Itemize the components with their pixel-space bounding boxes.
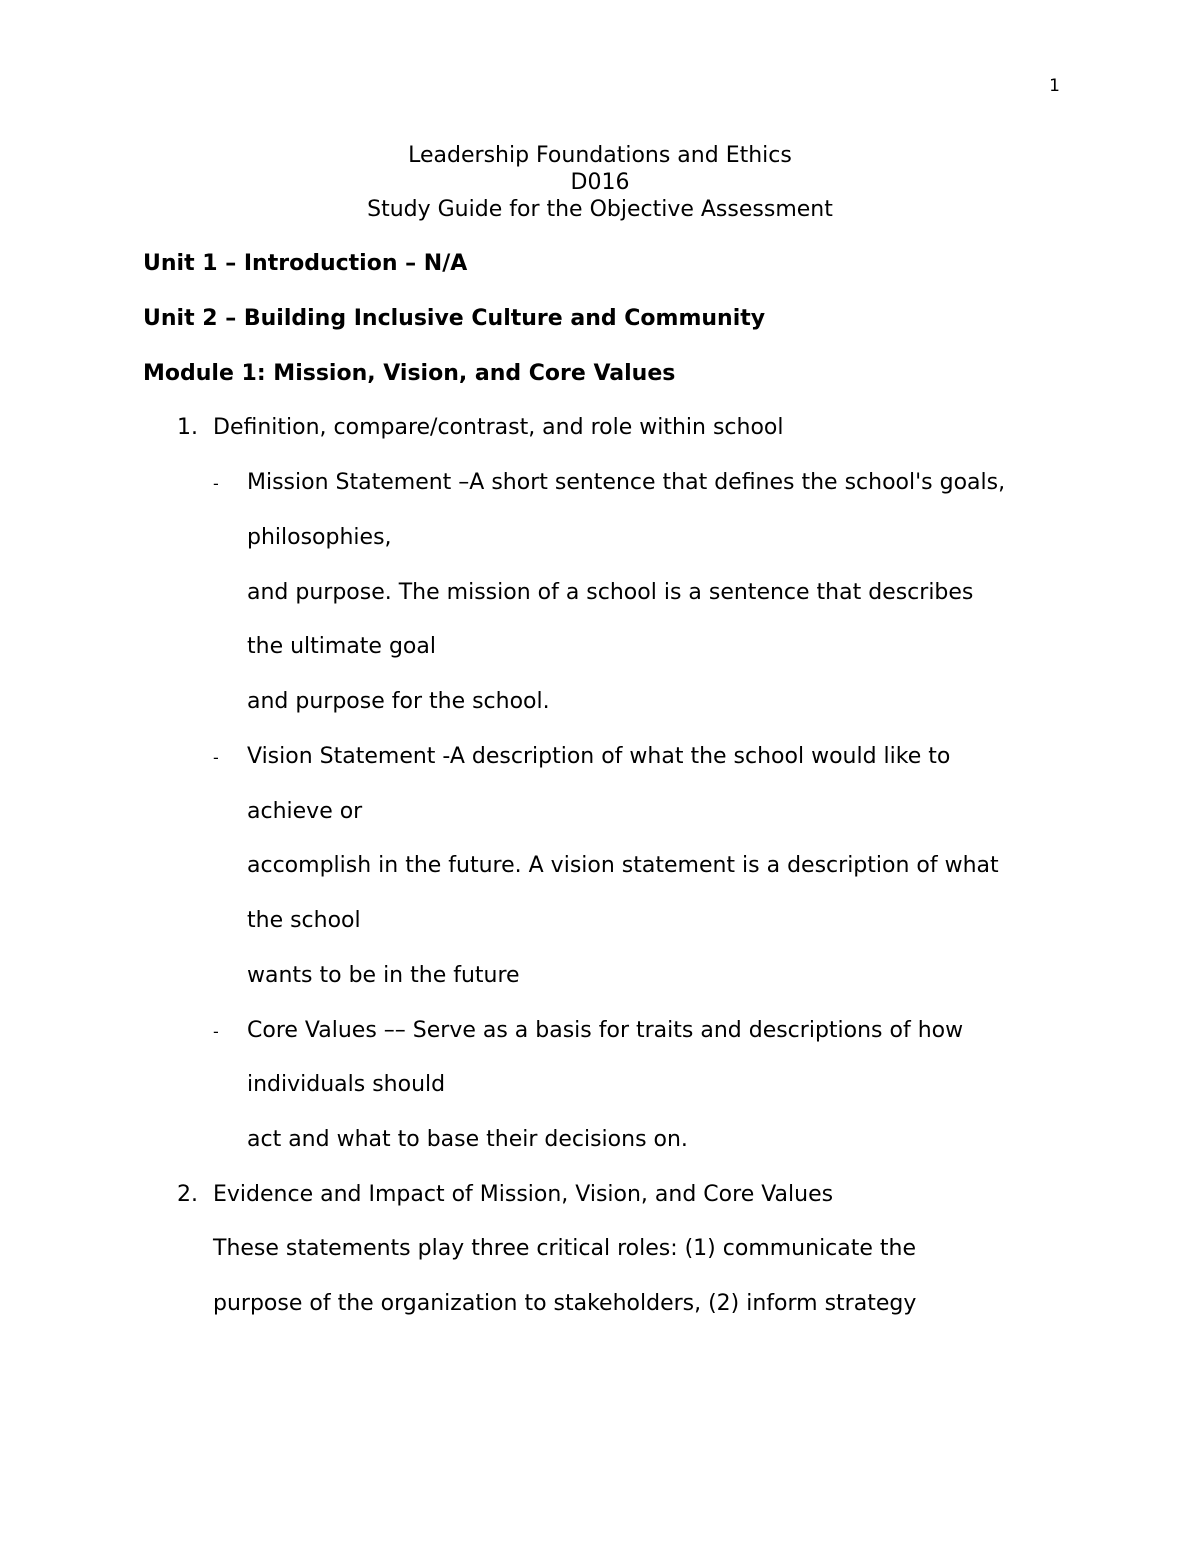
list-item-2-text: Evidence and Impact of Mission, Vision, and Core Values <box>213 1182 834 1207</box>
heading-module-1: Module 1: Mission, Vision, and Core Values <box>143 361 676 386</box>
title-course: Leadership Foundations and Ethics <box>408 143 792 168</box>
list-item-1-text: Definition, compare/contrast, and role within school <box>213 415 784 440</box>
core-line-3: act and what to base their decisions on. <box>247 1127 688 1152</box>
vision-line-5: wants to be in the future <box>247 963 520 988</box>
vision-line-2: achieve or <box>247 799 363 824</box>
page-number: 1 <box>1049 76 1060 96</box>
vision-line-3: accomplish in the future. A vision statement is a description of what <box>247 853 999 878</box>
heading-unit-1: Unit 1 – Introduction – N/A <box>143 251 468 276</box>
mission-line-4: the ultimate goal <box>247 634 436 659</box>
title-subtitle: Study Guide for the Objective Assessment <box>367 197 833 222</box>
mission-line-5: and purpose for the school. <box>247 689 550 714</box>
title-code: D016 <box>570 170 630 195</box>
bullet-dash-vision: - <box>213 748 219 767</box>
mission-line-2: philosophies, <box>247 525 392 550</box>
bullet-dash-core: - <box>213 1022 219 1041</box>
core-line-1: Core Values –– Serve as a basis for traits and descriptions of how <box>247 1018 964 1043</box>
mission-line-1: Mission Statement –A short sentence that defines the school's goals, <box>247 470 1006 495</box>
core-line-2: individuals should <box>247 1072 446 1097</box>
bullet-dash-mission: - <box>213 474 219 493</box>
mission-line-3: and purpose. The mission of a school is a sentence that describes <box>247 580 974 605</box>
document-title <box>0 142 1200 223</box>
vision-line-4: the school <box>247 908 361 933</box>
list-item-2-number: 2. <box>177 1182 198 1207</box>
item-2-paragraph-line-2: purpose of the organization to stakeholders, (2) inform strategy <box>213 1291 917 1316</box>
item-2-paragraph-line-1: These statements play three critical roles: (1) communicate the <box>213 1236 917 1261</box>
heading-unit-2: Unit 2 – Building Inclusive Culture and Community <box>143 306 766 331</box>
list-item-1-number: 1. <box>177 415 198 440</box>
vision-line-1: Vision Statement -A description of what the school would like to <box>247 744 951 769</box>
